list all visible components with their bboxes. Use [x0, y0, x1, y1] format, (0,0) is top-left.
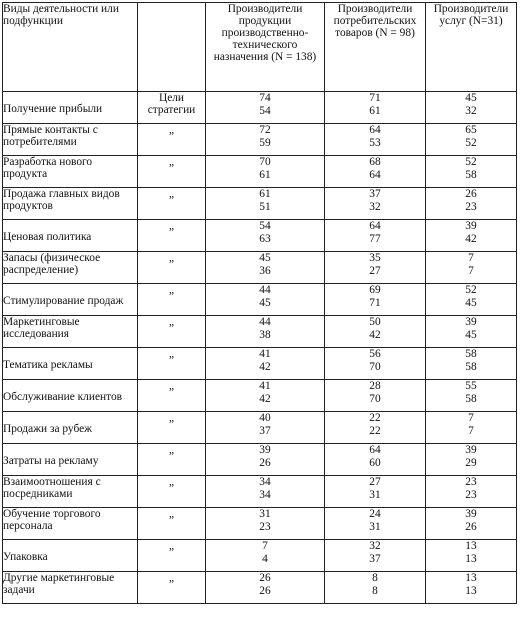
table-row: [3, 284, 517, 316]
value-line-2: 42: [259, 361, 271, 373]
value-line-2: 37: [369, 553, 381, 565]
industrial-values: [206, 92, 325, 124]
value-line-2: 42: [369, 329, 381, 341]
value-line-2: 8: [372, 585, 378, 597]
activity-label: Прямые контакты с потребителями: [3, 124, 138, 156]
note-cell: „: [138, 508, 206, 540]
table-row: [3, 92, 517, 124]
value-line-2: 37: [259, 425, 271, 437]
value-line-1: 55: [465, 380, 477, 392]
value-line-2: 52: [465, 137, 477, 149]
table-row: [3, 124, 517, 156]
note-cell: „: [138, 284, 206, 316]
value-line-1: 39: [465, 444, 477, 456]
note-cell: „: [138, 188, 206, 220]
value-line-1: 39: [259, 444, 271, 456]
value-line-1: 69: [369, 284, 381, 296]
value-line-1: 44: [259, 316, 271, 328]
industrial-values: [206, 412, 325, 444]
consumer-values: [325, 252, 426, 284]
service-values: [426, 348, 517, 380]
value-line-2: 58: [465, 393, 477, 405]
activity-label: Продажа главных видов продуктов: [3, 188, 138, 220]
value-line-2: 54: [259, 105, 271, 117]
consumer-values: [325, 124, 426, 156]
service-values: [426, 316, 517, 348]
industrial-values: [206, 220, 325, 252]
value-line-1: 7: [468, 252, 474, 264]
value-line-1: 39: [465, 316, 477, 328]
survey-table: [2, 2, 517, 604]
value-line-1: 44: [259, 284, 271, 296]
value-line-2: 58: [465, 361, 477, 373]
value-line-1: 7: [468, 412, 474, 424]
consumer-values: [325, 380, 426, 412]
activity-label: Тематика рекламы: [3, 348, 138, 380]
consumer-values: [325, 156, 426, 188]
activity-label: Ценовая политика: [3, 220, 138, 252]
note-cell: „: [138, 444, 206, 476]
value-line-2: 71: [369, 297, 381, 309]
activity-label: Затраты на рекламу: [3, 444, 138, 476]
value-line-2: 38: [259, 329, 271, 341]
value-line-2: 36: [259, 265, 271, 277]
service-values: [426, 92, 517, 124]
value-line-1: 28: [369, 380, 381, 392]
consumer-values: [325, 540, 426, 572]
table-row: [3, 252, 517, 284]
note-cell: „: [138, 380, 206, 412]
consumer-values: [325, 284, 426, 316]
value-line-1: 72: [259, 124, 271, 136]
value-line-2: 53: [369, 137, 381, 149]
activity-label: Запасы (физическое распределение): [3, 252, 138, 284]
table-row: [3, 572, 517, 604]
value-line-1: 40: [259, 412, 271, 424]
industrial-values: [206, 508, 325, 540]
value-line-2: 26: [259, 585, 271, 597]
industrial-values: [206, 188, 325, 220]
value-line-2: 29: [465, 457, 477, 469]
value-line-1: 54: [259, 220, 271, 232]
value-line-1: 52: [465, 284, 477, 296]
industrial-values: [206, 380, 325, 412]
value-line-2: 13: [465, 585, 477, 597]
consumer-values: [325, 508, 426, 540]
activity-label: Получение прибыли: [3, 92, 138, 124]
value-line-2: 27: [369, 265, 381, 277]
consumer-values: [325, 444, 426, 476]
industrial-values: [206, 540, 325, 572]
note-cell: „: [138, 348, 206, 380]
value-line-1: 32: [369, 540, 381, 552]
service-values: [426, 508, 517, 540]
service-values: [426, 476, 517, 508]
activity-label: Обслуживание клиентов: [3, 380, 138, 412]
value-line-1: 64: [369, 444, 381, 456]
value-line-2: 32: [465, 105, 477, 117]
value-line-2: 61: [369, 105, 381, 117]
value-line-2: 45: [465, 329, 477, 341]
value-line-2: 60: [369, 457, 381, 469]
value-line-1: 45: [259, 252, 271, 264]
industrial-values: [206, 124, 325, 156]
value-line-1: 24: [369, 508, 381, 520]
value-line-2: 31: [369, 489, 381, 501]
value-line-1: 45: [465, 92, 477, 104]
table-row: [3, 412, 517, 444]
value-line-2: 23: [259, 521, 271, 533]
industrial-values: [206, 476, 325, 508]
value-line-1: 39: [465, 508, 477, 520]
value-line-1: 13: [465, 572, 477, 584]
value-line-2: 34: [259, 489, 271, 501]
value-line-1: 39: [465, 220, 477, 232]
activity-label: Стимулирование продаж: [3, 284, 138, 316]
value-line-1: 34: [259, 476, 271, 488]
value-line-2: 4: [262, 553, 268, 565]
activity-label: Обучение торгового персонала: [3, 508, 138, 540]
consumer-values: [325, 412, 426, 444]
note-cell: Цели стратегии: [138, 92, 206, 124]
value-line-1: 52: [465, 156, 477, 168]
header-activity: Виды деятельности или подфункции: [3, 3, 138, 92]
value-line-2: 59: [259, 137, 271, 149]
value-line-1: 70: [259, 156, 271, 168]
value-line-1: 56: [369, 348, 381, 360]
note-cell: „: [138, 220, 206, 252]
table-row: [3, 476, 517, 508]
activity-label: Продажи за рубеж: [3, 412, 138, 444]
value-line-1: 58: [465, 348, 477, 360]
value-line-2: 23: [465, 201, 477, 213]
note-cell: „: [138, 412, 206, 444]
header-row: [3, 3, 517, 92]
value-line-2: 32: [369, 201, 381, 213]
value-line-1: 61: [259, 188, 271, 200]
service-values: [426, 444, 517, 476]
value-line-2: 63: [259, 233, 271, 245]
table-row: [3, 444, 517, 476]
note-cell: „: [138, 476, 206, 508]
value-line-1: 7: [262, 540, 268, 552]
value-line-1: 37: [369, 188, 381, 200]
note-cell: „: [138, 156, 206, 188]
header-note: [138, 3, 206, 92]
consumer-values: [325, 188, 426, 220]
service-values: [426, 380, 517, 412]
service-values: [426, 252, 517, 284]
table-row: [3, 220, 517, 252]
value-line-2: 58: [465, 169, 477, 181]
value-line-2: 42: [465, 233, 477, 245]
industrial-values: [206, 348, 325, 380]
value-line-1: 41: [259, 348, 271, 360]
service-values: [426, 220, 517, 252]
industrial-values: [206, 572, 325, 604]
value-line-1: 27: [369, 476, 381, 488]
consumer-values: [325, 572, 426, 604]
value-line-1: 65: [465, 124, 477, 136]
value-line-2: 42: [259, 393, 271, 405]
value-line-2: 70: [369, 393, 381, 405]
industrial-values: [206, 316, 325, 348]
value-line-2: 51: [259, 201, 271, 213]
activity-label: Взаимоотношения с посредниками: [3, 476, 138, 508]
service-values: [426, 412, 517, 444]
value-line-2: 64: [369, 169, 381, 181]
header-industrial-producers: Производители продукции производственно-технического назначения (N = 138): [206, 3, 325, 92]
table-row: [3, 540, 517, 572]
value-line-2: 45: [259, 297, 271, 309]
value-line-1: 64: [369, 124, 381, 136]
value-line-1: 31: [259, 508, 271, 520]
table-row: [3, 348, 517, 380]
consumer-values: [325, 92, 426, 124]
consumer-values: [325, 316, 426, 348]
table-row: [3, 508, 517, 540]
value-line-2: 70: [369, 361, 381, 373]
value-line-2: 31: [369, 521, 381, 533]
value-line-2: 77: [369, 233, 381, 245]
value-line-2: 61: [259, 169, 271, 181]
value-line-1: 74: [259, 92, 271, 104]
service-values: [426, 156, 517, 188]
value-line-2: 7: [468, 425, 474, 437]
value-line-1: 50: [369, 316, 381, 328]
value-line-1: 35: [369, 252, 381, 264]
value-line-2: 22: [369, 425, 381, 437]
value-line-2: 23: [465, 489, 477, 501]
value-line-1: 8: [372, 572, 378, 584]
value-line-1: 41: [259, 380, 271, 392]
value-line-2: 26: [259, 457, 271, 469]
value-line-1: 26: [259, 572, 271, 584]
activity-label: Упаковка: [3, 540, 138, 572]
note-cell: „: [138, 316, 206, 348]
service-values: [426, 188, 517, 220]
activity-label: Другие маркетинговые задачи: [3, 572, 138, 604]
note-cell: „: [138, 572, 206, 604]
value-line-1: 71: [369, 92, 381, 104]
value-line-2: 7: [468, 265, 474, 277]
note-cell: „: [138, 124, 206, 156]
industrial-values: [206, 284, 325, 316]
industrial-values: [206, 252, 325, 284]
table-row: [3, 380, 517, 412]
consumer-values: [325, 476, 426, 508]
value-line-1: 22: [369, 412, 381, 424]
note-cell: „: [138, 540, 206, 572]
service-values: [426, 124, 517, 156]
value-line-1: 26: [465, 188, 477, 200]
note-cell: „: [138, 252, 206, 284]
activity-label: Маркетинговые исследования: [3, 316, 138, 348]
header-consumer-producers: Производители потребительских товаров (N = 98): [325, 3, 426, 92]
service-values: [426, 572, 517, 604]
service-values: [426, 540, 517, 572]
table-row: [3, 188, 517, 220]
value-line-1: 13: [465, 540, 477, 552]
header-service-producers: Производители услуг (N=31): [426, 3, 517, 92]
table-row: [3, 316, 517, 348]
value-line-2: 45: [465, 297, 477, 309]
consumer-values: [325, 220, 426, 252]
value-line-2: 13: [465, 553, 477, 565]
service-values: [426, 284, 517, 316]
value-line-1: 64: [369, 220, 381, 232]
table-row: [3, 156, 517, 188]
consumer-values: [325, 348, 426, 380]
industrial-values: [206, 156, 325, 188]
industrial-values: [206, 444, 325, 476]
value-line-2: 26: [465, 521, 477, 533]
value-line-1: 23: [465, 476, 477, 488]
value-line-1: 68: [369, 156, 381, 168]
activity-label: Разработка нового продукта: [3, 156, 138, 188]
